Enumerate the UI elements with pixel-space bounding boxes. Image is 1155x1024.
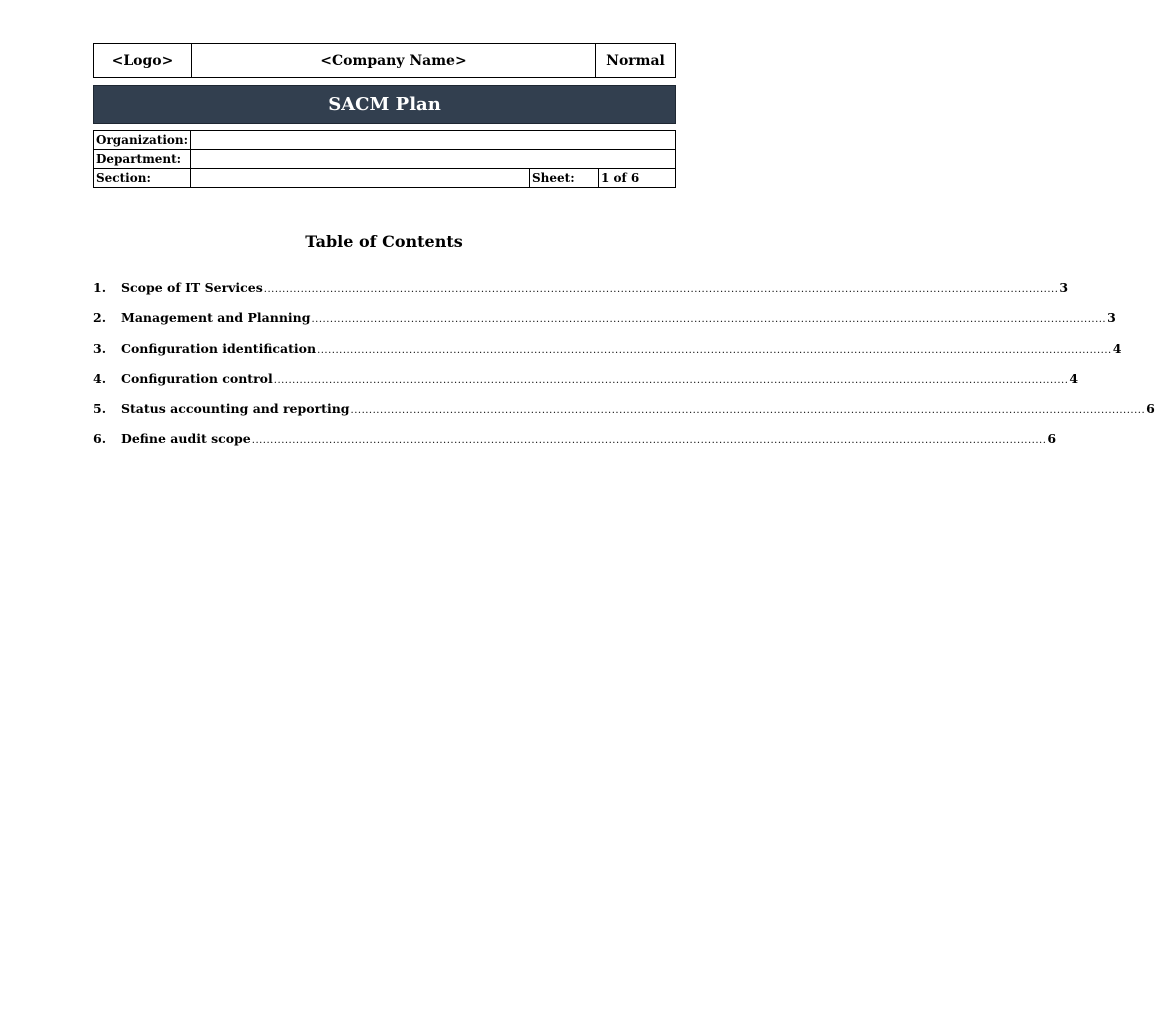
toc-entry-number: 5. [93, 401, 107, 417]
toc-entry[interactable] [93, 431, 1057, 461]
section-label: Section: [94, 169, 191, 187]
department-value [191, 150, 675, 168]
toc-entry-number: 4. [93, 370, 107, 386]
toc-leader-dots: ........................................................................................................................................................................................................................ [251, 435, 1047, 447]
toc-leader-dots: ........................................................................................................................................................................................................................ [350, 405, 1146, 417]
logo-placeholder: <Logo> [94, 44, 192, 77]
toc-entry[interactable] [93, 310, 1116, 340]
toc-entry-number: 3. [93, 340, 107, 356]
toc-entry-page: 4 [1112, 340, 1122, 356]
toc-entry-text: Scope of IT Services [121, 280, 263, 295]
toc-entry-text: Status accounting and reporting [121, 401, 350, 417]
section-value [191, 169, 529, 187]
toc-entry[interactable] [93, 340, 1122, 371]
header-table [93, 43, 676, 78]
department-label: Department: [94, 150, 191, 168]
toc-entry-text: Define audit scope [121, 431, 251, 447]
info-table [93, 130, 676, 188]
toc-entry-number: 1. [93, 280, 107, 295]
toc-leader-dots: ........................................................................................................................................................................................................................ [311, 314, 1107, 326]
toc-list [93, 280, 1155, 462]
toc-leader-dots: ........................................................................................................................................................................................................................ [273, 374, 1069, 386]
toc-entry-page: 3 [1059, 280, 1069, 295]
info-row-organization [94, 131, 675, 150]
toc-entry-number: 6. [93, 431, 107, 447]
sheet-label: Sheet: [529, 169, 599, 187]
info-row-section [94, 169, 675, 187]
toc-leader-dots: ........................................................................................................................................................................................................................ [263, 284, 1059, 295]
toc-entry-text: Configuration control [121, 370, 273, 386]
toc-entry-page: 6 [1047, 431, 1057, 447]
document-title: SACM Plan [93, 85, 676, 124]
toc-leader-dots: ........................................................................................................................................................................................................................ [317, 344, 1112, 356]
sheet-value: 1 of 6 [601, 171, 640, 185]
toc-entry-page: 6 [1146, 401, 1155, 417]
organization-value [191, 131, 675, 149]
toc-entry[interactable] [93, 280, 1069, 310]
toc-title: Table of Contents [305, 232, 463, 251]
organization-label: Organization: [94, 131, 191, 149]
company-name: <Company Name> [192, 44, 596, 77]
toc-entry[interactable] [93, 370, 1079, 401]
classification-label: Normal [606, 52, 665, 69]
toc-entry-number: 2. [93, 310, 107, 326]
toc-entry[interactable] [93, 401, 1155, 431]
toc-entry-text: Configuration identification [121, 340, 317, 356]
toc-entry-page: 3 [1107, 310, 1116, 326]
toc-entry-page: 4 [1069, 370, 1079, 386]
toc-entry-text: Management and Planning [121, 310, 311, 326]
info-row-department [94, 150, 675, 169]
